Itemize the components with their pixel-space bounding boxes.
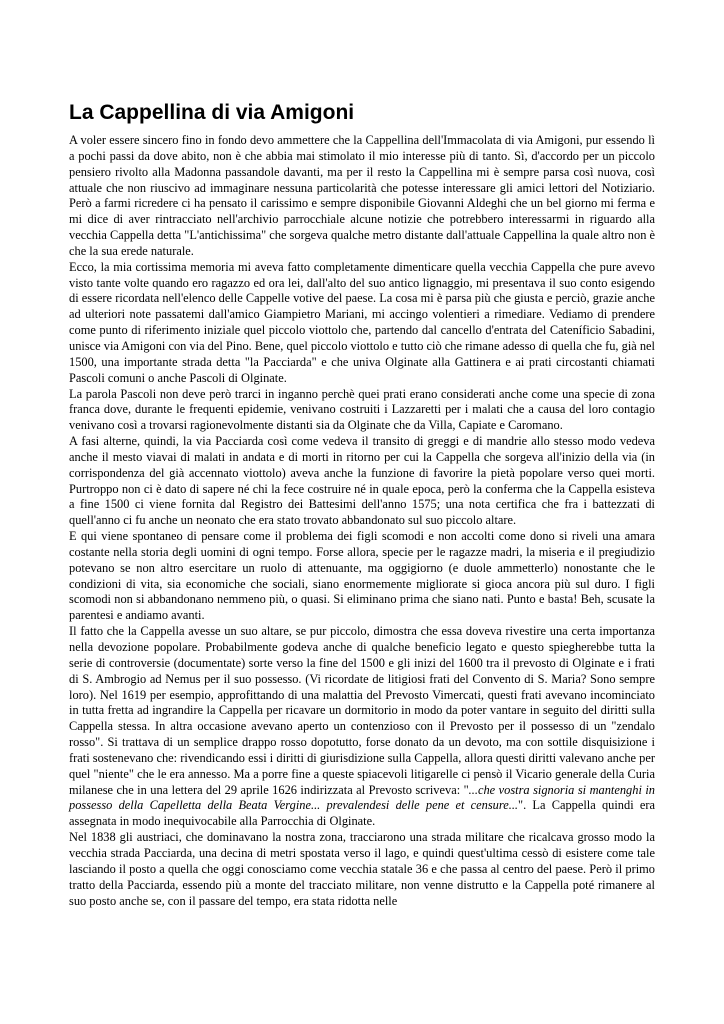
paragraph-3: La parola Pascoli non deve però trarci in inganno perchè quei prati erano considerati anche come una specie di zona franca dove, durante le frequenti epidemie, venivano costruiti i Lazzaretti per i malati che a causa del loro contagio venivano così a trovarsi ragionevolmente distanti sia da Olginate che da Villa, Capiate e Caromano. bbox=[69, 386, 655, 433]
paragraph-2: Ecco, la mia cortissima memoria mi aveva fatto completamente dimenticare quella vecchia Cappella che pure avevo visto tante volte quando ero ragazzo ed ora lei, dall'alto del suo antico lignaggio, mi presentava il suo conto esigendo di essere ricordata nell'elenco delle Cappelle votive del paese. La cosa mi è parsa più che giusta e perciò, grazie anche ad ulteriori note passatemi dall'amico Giampietro Mariani, mi accingo volentieri a rimediare. Vediamo di prendere come punto di riferimento iniziale quel piccolo viottolo che, partendo dal cancello d'entrata del Cateníficio Sabadini, unisce via Amigoni con via del Pino. Bene, quel piccolo viottolo e tutto ciò che rimane adesso di quella che fu, già nel 1500, una importante strada detta "la Pacciarda" e che univa Olginate alla Gattinera e ai prati circostanti chiamati Pascoli comuni o anche Pascoli di Olginate. bbox=[69, 259, 655, 385]
paragraph-6 bbox=[69, 624, 655, 830]
vicar-quote: ...che vostra signoria si mantenghi in possesso della Capelletta della Beata Vergine... prevalendesi delle pene et censure... bbox=[69, 782, 655, 813]
paragraph-1: A voler essere sincero fino in fondo devo ammettere che la Cappellina dell'Immacolata di via Amigoni, pur essendo lì a pochi passi da dove abito, non è che abbia mai stimolato il mio interesse più di tanto. Sì, d'accordo per un piccolo pensiero rivolto alla Madonna passandole davanti, ma per il resto la Cappellina mi è sempre parsa così nuova, così attuale che non riuscivo ad immaginare nessuna particolarità che potesse interessare gli amici lettori del Notiziario. Però a farmi ricredere ci ha pensato il carissimo e sempre disponibile Giovanni Aldeghi che un bel giorno mi ferma e mi dice di aver rintracciato nell'archivio parrocchiale alcune notizie che potrebbero interessarmi in riguardo alla vecchia Cappella detta "L'antichissima" che sorgeva qualche metro distante dall'attuale Cappellina la quale altro non è che la sua erede naturale. bbox=[69, 133, 655, 258]
paragraph-4: A fasi alterne, quindi, la via Pacciarda così come vedeva il transito di greggi e di mandrie allo stesso modo vedeva anche il mesto viavai di malati in andata e di morti in ritorno per cui la Cappella che sorgeva all'inizio della via (in corrispondenza del già accennato viottolo) aveva anche la funzione di favorire la pietà popolare verso quei morti. Purtroppo non ci è dato di sapere né chi la fece costruire né in quale epoca, però la conferma che la Cappella esisteva a fine 1500 ci viene fornita dal Registro dei Battesimi dell'anno 1575; una nota certifica che fra i battezzati di quell'anno ci fu anche un neonato che era stato trovato abbandonato sul suo piccolo altare. bbox=[69, 434, 655, 528]
paragraph-5: E qui viene spontaneo di pensare come il problema dei figli scomodi e non accolti come dono si riveli una amara costante nella storia degli uomini di ogni tempo. Forse allora, specie per le ragazze madri, la miseria e il pregiudizio potevano se non altro esercitare un ruolo di attenuante, ma oggigiorno (e duole ammetterlo) nonostante che le condizioni di vita, sia economiche che sociali, siano enormemente migliorate si gioca ancora più sul duro. I figli scomodi non si abbandonano nemmeno più, o quasi. Si eliminano prima che siano nati. Punto e basta! Beh, scusate la parentesi e andiamo avanti. bbox=[69, 529, 655, 623]
document-title: La Cappellina di via Amigoni bbox=[69, 101, 355, 124]
paragraph-7: Nel 1838 gli austriaci, che dominavano la nostra zona, tracciarono una strada militare che ricalcava grosso modo la vecchia strada Pacciarda, una decina di metri spostata verso il lago, e quindi quest'ultima cessò di esistere come tale lasciando il posto a quella che oggi conosciamo come vecchia statale 36 e che passa al centro del paese. Però il primo tratto della Pacciarda, essendo più a monte del tracciato militare, non venne distrutto e la Cappella poté rimanere al suo posto anche se, con il passare del tempo, era stata ridotta nelle bbox=[69, 830, 655, 908]
paragraph-6-tail: ". La Cappella quindi era assegnata in modo inequivocabile alla Parrocchia di Olginate. bbox=[69, 798, 655, 829]
paragraph-6-text: Il fatto che la Cappella avesse un suo altare, se pur piccolo, dimostra che essa doveva rivestire una certa importanza nella devozione popolare. Probabilmente godeva anche di qualche beneficio legato e questo spiegherebbe tutta la serie di controversie (documentate) sorte verso la fine del 1500 e gli inizi del 1600 tra il prevosto di Olginate e i frati di S. Ambrogio ad Nemus per il suo possesso. (Vi ricordate de litigiosi frati del Convento di S. Maria? Sono sempre loro). Nel 1619 per esempio, approfittando di una malattia del Prevosto Vimercati, questi frati avevano incominciato in tutta fretta ad ingrandire la Cappella per ricavare un dormitorio in modo da poter vantare in seguito del diritti sulla Cappella stessa. In altra occasione avevano aperto un contenzioso con il Prevosto per il possesso di un "zendalo rosso". Si trattava di un semplice drappo rosso dopotutto, forse donato da un devoto, ma con sottile disquisizione i frati sostenevano che: rivendicando essi i diritti di giurisdizione sulla Cappella, allora questi diritti valevano anche per quel "niente" che le era annesso. Ma a porre fine a queste spiacevoli litigarelle ci pensò il Vicario generale della Curia milanese che in una lettera del 29 aprile 1626 indirizzata al Prevosto scriveva: " bbox=[69, 624, 655, 797]
document-page bbox=[69, 100, 655, 909]
